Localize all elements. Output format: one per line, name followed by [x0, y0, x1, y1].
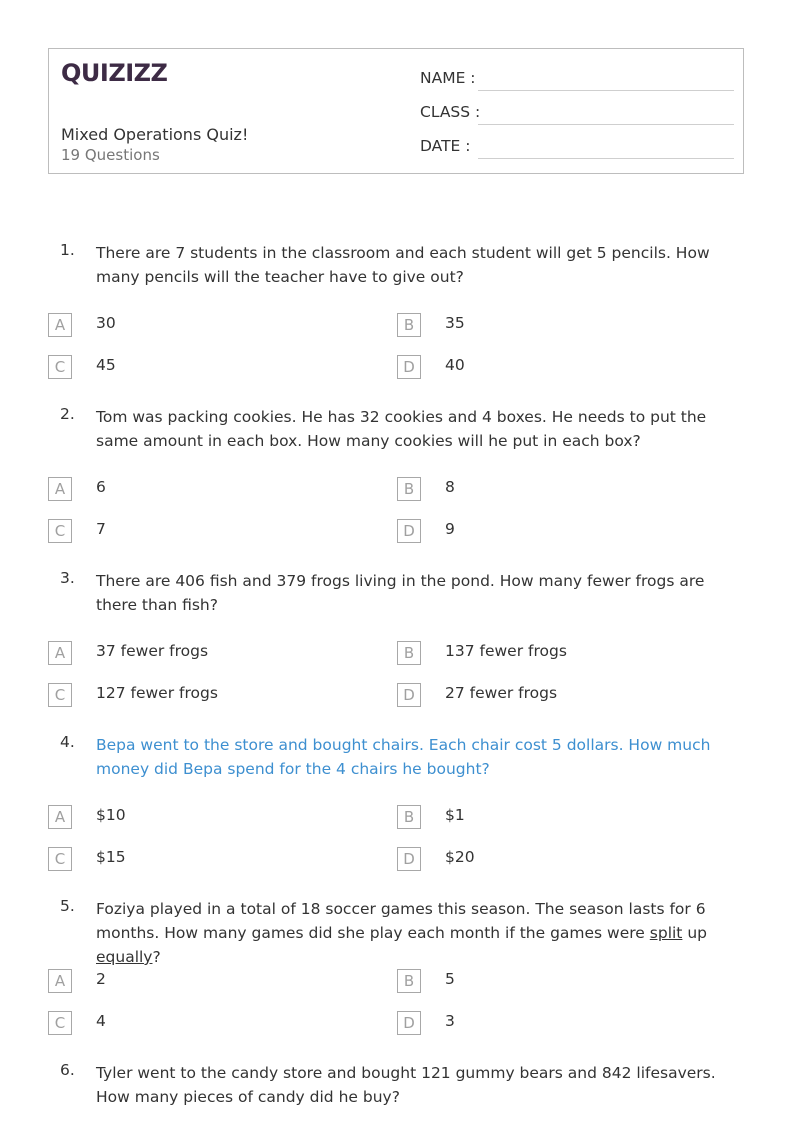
option-letter-box: B: [397, 805, 421, 829]
option-value: 4: [96, 1012, 106, 1030]
option-value: 2: [96, 970, 106, 988]
option-value: 40: [445, 356, 465, 374]
question-number: 2.: [60, 405, 75, 423]
class-line[interactable]: [478, 124, 734, 125]
date-field[interactable]: [420, 137, 734, 161]
underlined-word-split: split: [649, 924, 683, 942]
option-letter-box: A: [48, 805, 72, 829]
option-letter-box: C: [48, 847, 72, 871]
question-number: 3.: [60, 569, 75, 587]
option-value: 27 fewer frogs: [445, 684, 558, 702]
option-value: 45: [96, 356, 116, 374]
option-value: $20: [445, 848, 475, 866]
option-value: 137 fewer frogs: [445, 642, 567, 660]
question-text: There are 7 students in the classroom and each student will get 5 pencils. How many pencils will the teacher have to give out?: [96, 244, 710, 286]
option-value: 8: [445, 478, 455, 496]
option-letter-box: C: [48, 355, 72, 379]
option-value: $15: [96, 848, 126, 866]
option-letter-box: C: [48, 519, 72, 543]
question-text: There are 406 fish and 379 frogs living in the pond. How many fewer frogs are there than fish?: [96, 572, 705, 614]
worksheet-header: [48, 48, 744, 174]
option-letter-box: A: [48, 313, 72, 337]
class-label: CLASS :: [420, 103, 481, 121]
option-letter-box: D: [397, 683, 421, 707]
question-text-end: ?: [152, 948, 161, 966]
option-value: $1: [445, 806, 465, 824]
option-value: 7: [96, 520, 106, 538]
option-letter-box: D: [397, 1011, 421, 1035]
question-text: Bepa went to the store and bought chairs. Each chair cost 5 dollars. How much money did Bepa spend for the 4 chairs he bought?: [96, 736, 711, 778]
class-field[interactable]: [420, 103, 734, 127]
date-label: DATE :: [420, 137, 471, 155]
option-letter-box: A: [48, 641, 72, 665]
option-value: 35: [445, 314, 465, 332]
option-letter-box: D: [397, 355, 421, 379]
question-text-mid: up: [682, 924, 707, 942]
question-text: Tyler went to the candy store and bought 121 gummy bears and 842 lifesavers. How many pieces of candy did he buy?: [96, 1064, 716, 1106]
option-value: 3: [445, 1012, 455, 1030]
question-number: 1.: [60, 241, 75, 259]
question-count: 19 Questions: [61, 146, 160, 164]
option-value: 5: [445, 970, 455, 988]
question-number: 6.: [60, 1061, 75, 1079]
option-letter-box: B: [397, 641, 421, 665]
option-value: 30: [96, 314, 116, 332]
question-text: [96, 897, 736, 969]
option-value: 127 fewer frogs: [96, 684, 218, 702]
option-letter-box: C: [48, 683, 72, 707]
underlined-word-equally: equally: [96, 948, 153, 966]
quizizz-logo: QUIZIZZ: [61, 59, 168, 87]
quiz-title: Mixed Operations Quiz!: [61, 125, 249, 144]
question-number: 4.: [60, 733, 75, 751]
question-text-before: Foziya played in a total of 18 soccer games this season. The season lasts for 6 months. How many games did she play each month if the games were: [96, 900, 706, 942]
option-letter-box: A: [48, 477, 72, 501]
option-letter-box: D: [397, 519, 421, 543]
option-value: 6: [96, 478, 106, 496]
option-value: 37 fewer frogs: [96, 642, 209, 660]
name-field[interactable]: [420, 69, 734, 93]
name-line[interactable]: [478, 90, 734, 91]
option-letter-box: B: [397, 313, 421, 337]
option-letter-box: C: [48, 1011, 72, 1035]
option-letter-box: B: [397, 477, 421, 501]
name-label: NAME :: [420, 69, 476, 87]
option-letter-box: B: [397, 969, 421, 993]
option-value: $10: [96, 806, 126, 824]
option-letter-box: D: [397, 847, 421, 871]
option-letter-box: A: [48, 969, 72, 993]
date-line[interactable]: [478, 158, 734, 159]
question-text: Tom was packing cookies. He has 32 cookies and 4 boxes. He needs to put the same amount in each box. How many cookies will he put in each box?: [96, 408, 707, 450]
question-number: 5.: [60, 897, 75, 915]
option-value: 9: [445, 520, 455, 538]
